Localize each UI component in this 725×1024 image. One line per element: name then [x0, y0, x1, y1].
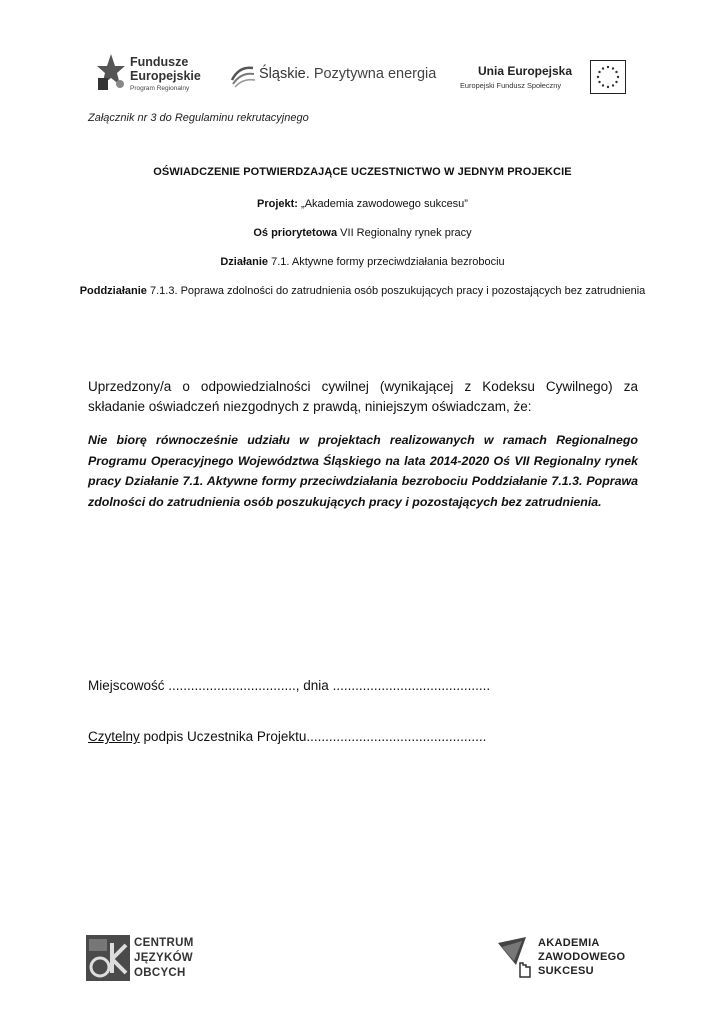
signature-field: [88, 729, 486, 744]
slaskie-logo: [229, 62, 437, 92]
project-line: [60, 198, 665, 210]
az-logo-line3: SUKCESU: [538, 965, 594, 977]
axis-value: VII Regionalny rynek pracy: [340, 227, 472, 239]
declaration-paragraph: Nie biorę równocześnie udziału w projektach realizowanych w ramach Regionalnego Programu Operacyjnego Województwa Śląskiego na lata 2014-2020 Oś VII Regionalny rynek pracy Działanie 7.1. Aktywne formy przeciwdziałania bezrobociu Poddziałanie 7.1.3. Poprawa zdolności do zatrudnienia osób poszukujących pracy i pozostających bez zatrudnienia.: [88, 433, 638, 509]
signature-rest: podpis Uczestnika Projektu................................................: [139, 729, 487, 744]
slaskie-logo-text: [259, 66, 436, 82]
ue-logo-title: Unia Europejska: [478, 64, 573, 78]
annex-note: Załącznik nr 3 do Regulaminu rekrutacyjnego: [88, 112, 309, 124]
axis-line: [60, 227, 665, 239]
action-label: Działanie: [220, 256, 269, 268]
az-logo-line2: ZAWODOWEGO: [538, 951, 626, 963]
cjo-mark-icon: [86, 935, 130, 981]
signature-underlined-word: Czytelny: [88, 729, 140, 744]
action-line: [60, 256, 665, 268]
fe-logo-line3: Program Regionalny: [130, 85, 190, 92]
axis-label: Oś priorytetowa: [253, 227, 338, 239]
cjo-logo-line2: JĘZYKÓW: [134, 952, 193, 964]
unia-europejska-logo: [458, 58, 630, 98]
place-date-field: Miejscowość .................................., dnia ..........................................: [88, 678, 491, 693]
slaskie-tagline: Pozytywna energia: [313, 66, 437, 82]
fe-logo-line2: Europejskie: [130, 69, 201, 83]
subaction-line: [60, 284, 665, 298]
az-logo-line1: AKADEMIA: [538, 937, 600, 949]
subaction-value: 7.1.3. Poprawa zdolności do zatrudnienia osób poszukujących pracy i pozostających bez zatrudnienia: [150, 285, 646, 297]
fe-star-icon: [96, 52, 126, 92]
fundusze-europejskie-logo: [96, 50, 216, 100]
liability-paragraph: Uprzedzony/a o odpowiedzialności cywilnej (wynikającej z Kodeksu Cywilnego) za składanie oświadczeń niezgodnych z prawdą, niniejszym oświadczam, że:: [88, 379, 638, 414]
az-hand-cursor-icon: [496, 935, 536, 983]
slaskie-name: Śląskie.: [259, 66, 310, 82]
project-value: „Akademia zawodowego sukcesu”: [301, 198, 468, 210]
cjo-logo-line1: CENTRUM: [134, 937, 194, 949]
ue-logo-subtitle: Europejski Fundusz Społeczny: [460, 81, 562, 90]
action-value: 7.1. Aktywne formy przeciwdziałania bezrobociu: [271, 256, 505, 268]
document-title: OŚWIADCZENIE POTWIERDZAJĄCE UCZESTNICTWO W JEDNYM PROJEKCIE: [153, 166, 572, 178]
fe-logo-line1: Fundusze: [130, 55, 189, 69]
centrum-jezykow-obcych-logo: [86, 935, 194, 983]
akademia-zawodowego-sukcesu-logo: [496, 935, 646, 985]
slaskie-wave-icon: [229, 62, 257, 88]
eu-flag-icon: [590, 60, 626, 94]
cjo-logo-line3: OBCYCH: [134, 967, 186, 979]
subaction-label: Poddziałanie: [79, 285, 147, 297]
project-label: Projekt:: [257, 198, 298, 210]
